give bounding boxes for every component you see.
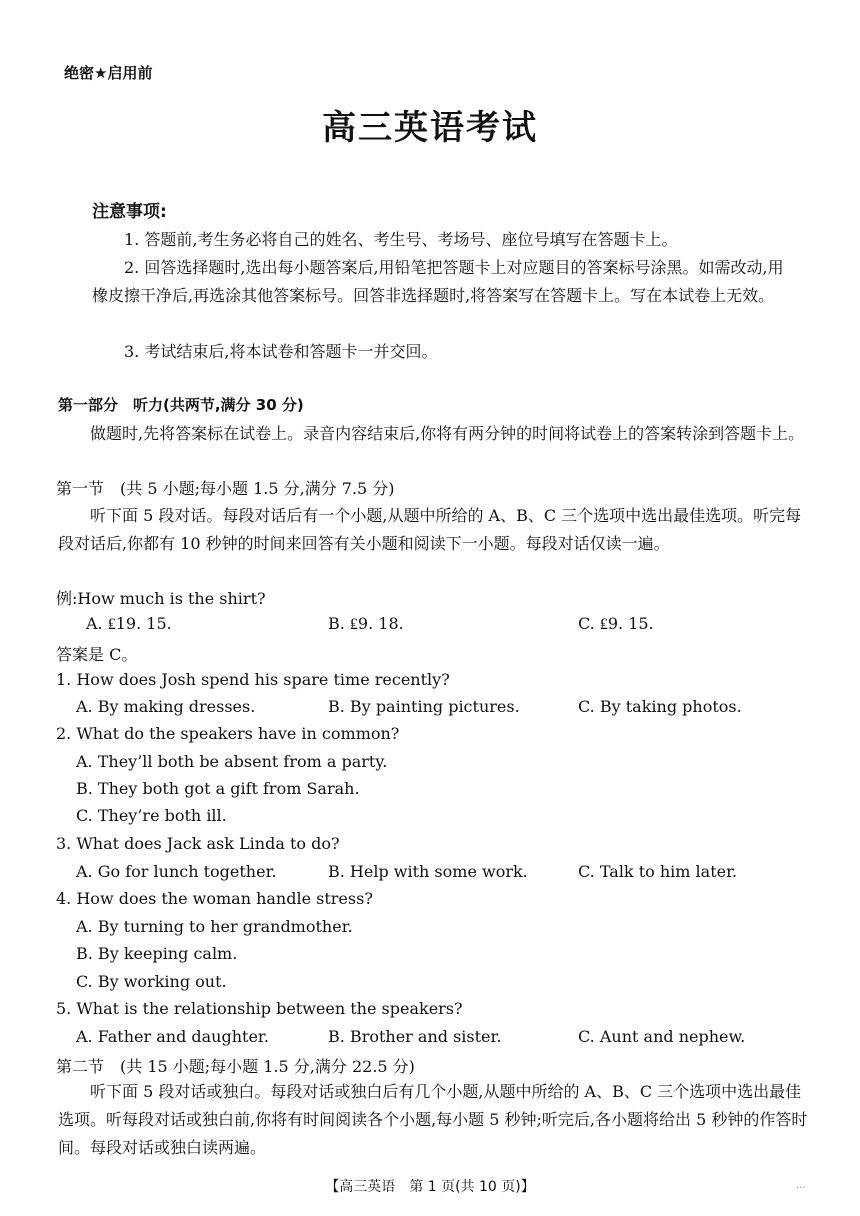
part1-heading: 第一部分 听力(共两节,满分 30 分) bbox=[58, 396, 304, 414]
section2-heading: 第二节 (共 15 小题;每小题 1.5 分,满分 22.5 分) bbox=[56, 1057, 415, 1076]
notice-heading: 注意事项: bbox=[92, 202, 167, 222]
q2-option-c: C. They’re both ill. bbox=[76, 806, 227, 825]
question-1: 1. How does Josh spend his spare time recently? bbox=[56, 670, 450, 689]
q5-option-c: C. Aunt and nephew. bbox=[578, 1027, 746, 1046]
q4-option-c: C. By working out. bbox=[76, 972, 227, 991]
question-4: 4. How does the woman handle stress? bbox=[56, 889, 373, 908]
q3-option-a: A. Go for lunch together. bbox=[76, 862, 277, 881]
q2-option-a: A. They’ll both be absent from a party. bbox=[76, 752, 388, 771]
q1-option-a: A. By making dresses. bbox=[76, 697, 256, 716]
section1-intro: 听下面 5 段对话。每段对话后有一个小题,从题中所给的 A、B、C 三个选项中选出最佳选项。听完每段对话后,你都有 10 秒钟的时间来回答有关小题和阅读下一小题。每段对话仅读一遍。 bbox=[58, 506, 802, 553]
confidential-label: 绝密★启用前 bbox=[64, 64, 153, 82]
question-2: 2. What do the speakers have in common? bbox=[56, 724, 400, 743]
q3-option-c: C. Talk to him later. bbox=[578, 862, 738, 881]
q5-option-b: B. Brother and sister. bbox=[328, 1027, 502, 1046]
part1-intro: 做题时,先将答案标在试卷上。录音内容结束后,你将有两分钟的时间将试卷上的答案转涂到答题卡上。 bbox=[90, 424, 805, 443]
example-option-a: A. ₤19. 15. bbox=[86, 614, 172, 633]
question-3: 3. What does Jack ask Linda to do? bbox=[56, 834, 340, 853]
notice-item-2: 2. 回答选择题时,选出每小题答案后,用铅笔把答题卡上对应题目的答案标号涂黑。如需改动,用橡皮擦干净后,再选涂其他答案标号。回答非选择题时,将答案写在答题卡上。写在本试卷上无效。 bbox=[92, 258, 784, 305]
example-answer: 答案是 C。 bbox=[56, 645, 138, 664]
example-option-b: B. ₤9. 18. bbox=[328, 614, 404, 633]
footer-marks: ... bbox=[796, 1180, 806, 1191]
q2-option-b: B. They both got a gift from Sarah. bbox=[76, 779, 360, 798]
q4-option-a: A. By turning to her grandmother. bbox=[76, 917, 353, 936]
example-option-c: C. ₤9. 15. bbox=[578, 614, 654, 633]
page-footer: 【高三英语 第 1 页(共 10 页)】 bbox=[325, 1179, 535, 1195]
section2-intro: 听下面 5 段对话或独白。每段对话或独白后有几个小题,从题中所给的 A、B、C 三个选项中选出最佳选项。听每段对话或独白前,你将有时间阅读各个小题,每小题 5 秒钟;听完后,各小题将给出 5 秒钟的作答时间。每段对话或独白读两遍。 bbox=[58, 1082, 808, 1157]
exam-title: 高三英语考试 bbox=[322, 108, 538, 148]
q4-option-b: B. By keeping calm. bbox=[76, 944, 238, 963]
example-question: 例:How much is the shirt? bbox=[56, 589, 266, 608]
section1-heading: 第一节 (共 5 小题;每小题 1.5 分,满分 7.5 分) bbox=[56, 479, 395, 498]
q1-option-b: B. By painting pictures. bbox=[328, 697, 520, 716]
question-5: 5. What is the relationship between the speakers? bbox=[56, 999, 463, 1018]
q1-option-c: C. By taking photos. bbox=[578, 697, 742, 716]
notice-item-3: 3. 考试结束后,将本试卷和答题卡一并交回。 bbox=[124, 342, 438, 361]
notice-item-1: 1. 答题前,考生务必将自己的姓名、考生号、考场号、座位号填写在答题卡上。 bbox=[124, 230, 678, 249]
q3-option-b: B. Help with some work. bbox=[328, 862, 528, 881]
q5-option-a: A. Father and daughter. bbox=[76, 1027, 269, 1046]
